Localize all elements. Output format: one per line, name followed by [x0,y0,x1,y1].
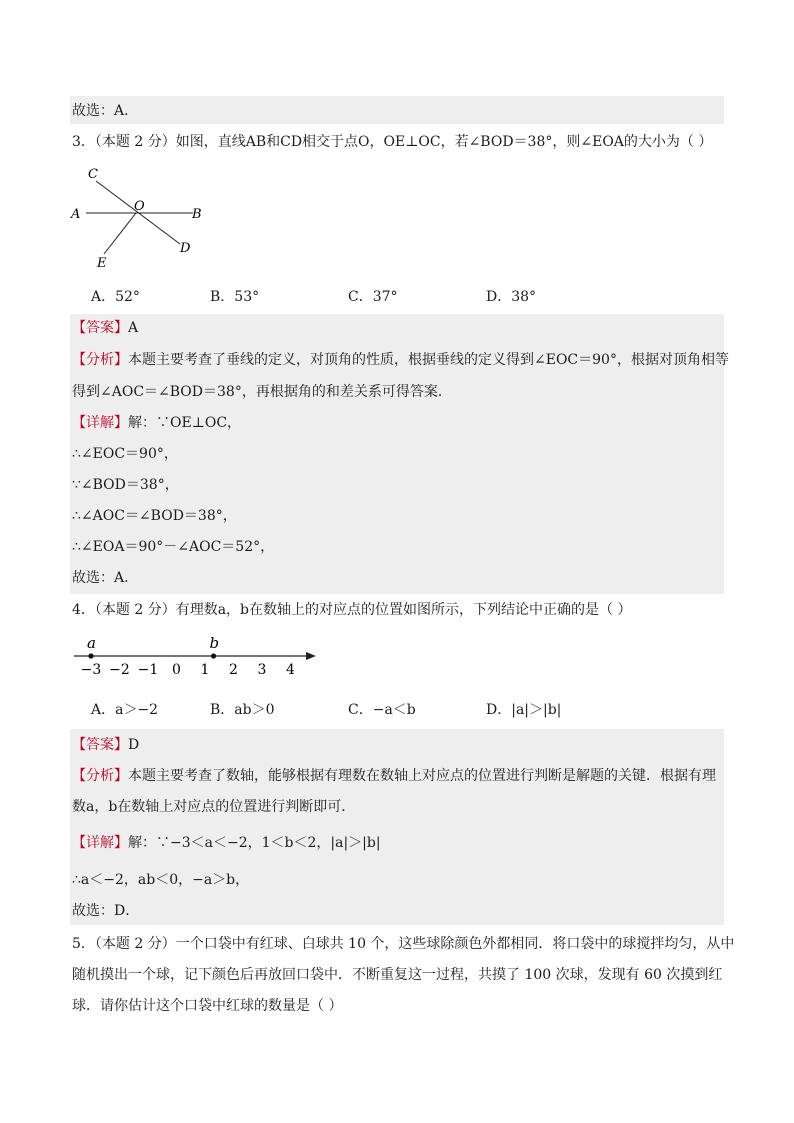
q3-figure [68,166,208,271]
tick-label: 4 [286,662,295,678]
point-dot [88,653,93,658]
q3-detail-3: ∵∠BOD＝38°， [72,477,179,493]
prev-solution-block [70,96,724,124]
q4-stem: 4．（本题 2 分）有理数a，b在数轴上的对应点的位置如图所示，下列结论中正确的是（ ） [72,602,632,618]
detail-text: 解：∵OE⊥OC， [128,415,242,431]
tick-label: −2 [109,662,130,678]
q3-option-b: B．53° [210,289,260,305]
q4-option-c: C．−a＜b [348,702,416,718]
q3-detail-2: ∴∠EOC＝90°， [72,446,178,462]
analysis-tag: 【分析】 [72,768,128,784]
q3-option-c: C．37° [348,289,398,305]
q3-analysis-2: 得到∠AOC＝∠BOD＝38°，再根据角的和差关系可得答案． [72,384,452,400]
q5-line-2: 随机摸出一个球，记下颜色后再放回口袋中．不断重复这一过程，共摸了 100 次球，发现有 60 次摸到红 [72,967,723,983]
point-dot [211,653,216,658]
q4-answer [72,735,139,755]
q3-detail-1 [72,413,241,433]
tick-label: −3 [80,662,102,678]
q4-detail-2: ∴a＜−2，ab＜0，−a＞b， [72,872,250,888]
q5-line-3: 球．请你估计这个口袋中红球的数量是（ ） [72,998,343,1014]
q3-conclusion: 故选：A． [72,570,139,586]
detail-tag: 【详解】 [72,835,128,851]
q3-option-d: D．38° [486,289,537,305]
analysis-tag: 【分析】 [72,352,128,368]
point-label: a [87,634,96,652]
answer-tag: 【答案】 [72,737,128,753]
detail-text: 解：∵−3＜a＜−2，1＜b＜2，|a|＞|b| [128,835,381,851]
analysis-text: 本题主要考查了数轴，能够根据有理数在数轴上对应点的位置进行判断是解题的关键．根据有理 [128,768,716,784]
answer-value: A [128,320,139,336]
label-c: C [88,167,98,182]
tick-label: 0 [172,662,181,678]
q4-option-a: A．a＞−2 [91,702,159,718]
label-e: E [97,256,107,271]
tick-label: 1 [200,662,210,678]
label-a: A [71,207,81,222]
q5-line-1: 5．（本题 2 分）一个口袋中有红球、白球共 10 个，这些球除颜色外都相同．将口袋中的球搅拌均匀，从中 [72,936,735,952]
q3-option-a: A．52° [91,289,140,305]
tick-label: 2 [229,662,238,678]
q4-analysis-1 [72,766,716,786]
q3-stem: 3．（本题 2 分）如图，直线AB和CD相交于点O，OE⊥OC，若∠BOD＝38°，则∠EOA的大小为（ ） [72,134,713,150]
tick-label: 3 [257,662,267,678]
label-d: D [180,241,191,256]
q4-analysis-2: 数a，b在数轴上对应点的位置进行判断即可． [72,799,356,815]
number-line [66,630,326,680]
detail-tag: 【详解】 [72,415,128,431]
q4-solution-block [70,729,724,925]
answer-value: D [128,737,140,753]
label-o: O [134,199,145,214]
tick-label: −1 [137,662,159,678]
point-label: b [209,634,220,652]
q4-detail-1 [72,833,381,853]
label-b: B [192,207,202,222]
q4-conclusion: 故选：D． [72,903,140,919]
analysis-text: 本题主要考查了垂线的定义，对顶角的性质，根据垂线的定义得到∠EOC＝90°，根据对顶角相等 [128,352,729,368]
q3-analysis-1 [72,350,729,370]
q3-answer [72,318,138,338]
q3-detail-5: ∴∠EOA＝90°－∠AOC＝52°， [72,539,275,555]
q4-option-d: D．|a|＞|b| [486,702,562,718]
answer-tag: 【答案】 [72,320,128,336]
ray-oe [104,213,136,254]
q4-option-b: B．ab＞0 [210,702,275,718]
q3-detail-4: ∴∠AOC＝∠BOD＝38°， [72,508,237,524]
prev-conclusion: 故选：A． [72,103,139,119]
axis-arrow [306,652,316,660]
